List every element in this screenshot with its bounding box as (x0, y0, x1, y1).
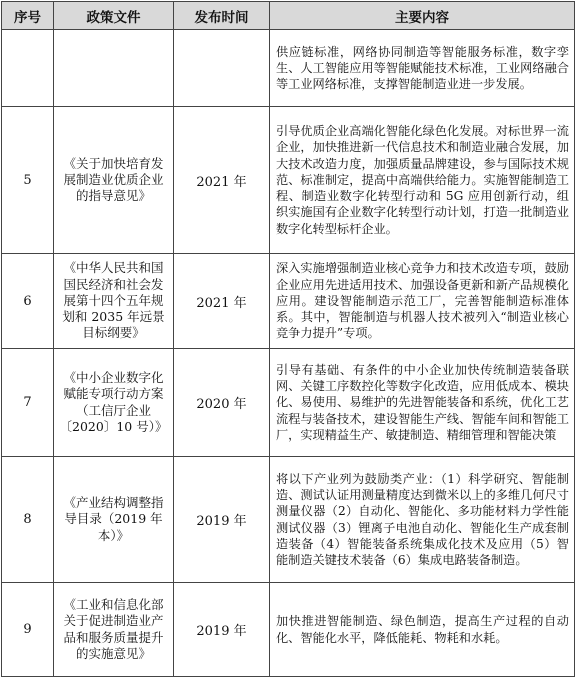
row-num: 9 (2, 583, 54, 677)
row-date: 2021 年 (174, 107, 270, 254)
row-date: 2021 年 (174, 254, 270, 349)
row-content: 供应链标准，网络协同制造等智能服务标准，数字孪生、人工智能应用等智能赋能技术标准，工业网络融合等工业网络标准，支撑智能制造业进一步发展。 (270, 30, 575, 107)
row-content: 加快推进智能制造、绿色制造，提高生产过程的自动化、智能化水平，降低能耗、物耗和水耗。 (270, 583, 575, 677)
table-header-row (2, 2, 575, 30)
policy-table (1, 1, 575, 677)
row-num: 7 (2, 349, 54, 457)
row-content: 深入实施增强制造业核心竞争力和技术改造专项，鼓励企业应用先进适用技术、加强设备更新和新产品规模化应用。建设智能制造示范工厂，完善智能制造标准体系。其中，智能制造与机器人技术被列入“制造业核心竞争力提升”专项。 (270, 254, 575, 349)
row-doc: 《工业和信息化部关于促进制造业产品和服务质量提升的实施意见》 (54, 583, 174, 677)
row-num: 5 (2, 107, 54, 254)
row-num: 8 (2, 457, 54, 583)
table-row (2, 457, 575, 583)
row-doc: 《中华人民共和国国民经济和社会发展第十四个五年规划和 2035 年远景目标纲要》 (54, 254, 174, 349)
row-content: 引导有基础、有条件的中小企业加快传统制造装备联网、关键工序数控化等数字化改造，应用低成本、模块化、易使用、易维护的先进智能装备和系统，优化工艺流程与装备技术，建设智能生产线、智能车间和智能工厂，实现精益生产、敏捷制造、精细管理和智能决策 (270, 349, 575, 457)
row-doc: 《中小企业数字化赋能专项行动方案（工信厅企业〔2020〕10 号）》 (54, 349, 174, 457)
header-date: 发布时间 (174, 2, 270, 30)
table-row (2, 107, 575, 254)
table-row (2, 349, 575, 457)
table-row (2, 254, 575, 349)
header-num: 序号 (2, 2, 54, 30)
table-row (2, 583, 575, 677)
row-date: 2019 年 (174, 457, 270, 583)
row-doc: 《产业结构调整指导目录（2019 年本）》 (54, 457, 174, 583)
row-num: 6 (2, 254, 54, 349)
row-content: 将以下产业列为鼓励类产业：（1）科学研究、智能制造、测试认证用测量精度达到微米以上的多维几何尺寸测量仪器（2）自动化、智能化、多功能材料力学性能测试仪器（3）锂离子电池自动化、智能化生产成套制造装备（4）智能装备系统集成化技术及应用（5）智能制造关键技术装备（6）集成电路装备制造。 (270, 457, 575, 583)
header-doc: 政策文件 (54, 2, 174, 30)
row-date: 2019 年 (174, 583, 270, 677)
row-content: 引导优质企业高端化智能化绿色化发展。对标世界一流企业，加快推进新一代信息技术和制造业融合发展，加大技术改造力度，加强质量品牌建设，参与国际技术规范、标准制定，提高中高端供给能力。实施智能制造工程、制造业数字化转型行动和 5G 应用创新行动，组织实施国有企业数字化转型行动计划，打造一批制造业数字化转型标杆企业。 (270, 107, 575, 254)
row-doc (54, 30, 174, 107)
table-row (2, 30, 575, 107)
row-doc: 《关于加快培育发展制造业优质企业的指导意见》 (54, 107, 174, 254)
row-num (2, 30, 54, 107)
row-date (174, 30, 270, 107)
header-content: 主要内容 (270, 2, 575, 30)
row-date: 2020 年 (174, 349, 270, 457)
